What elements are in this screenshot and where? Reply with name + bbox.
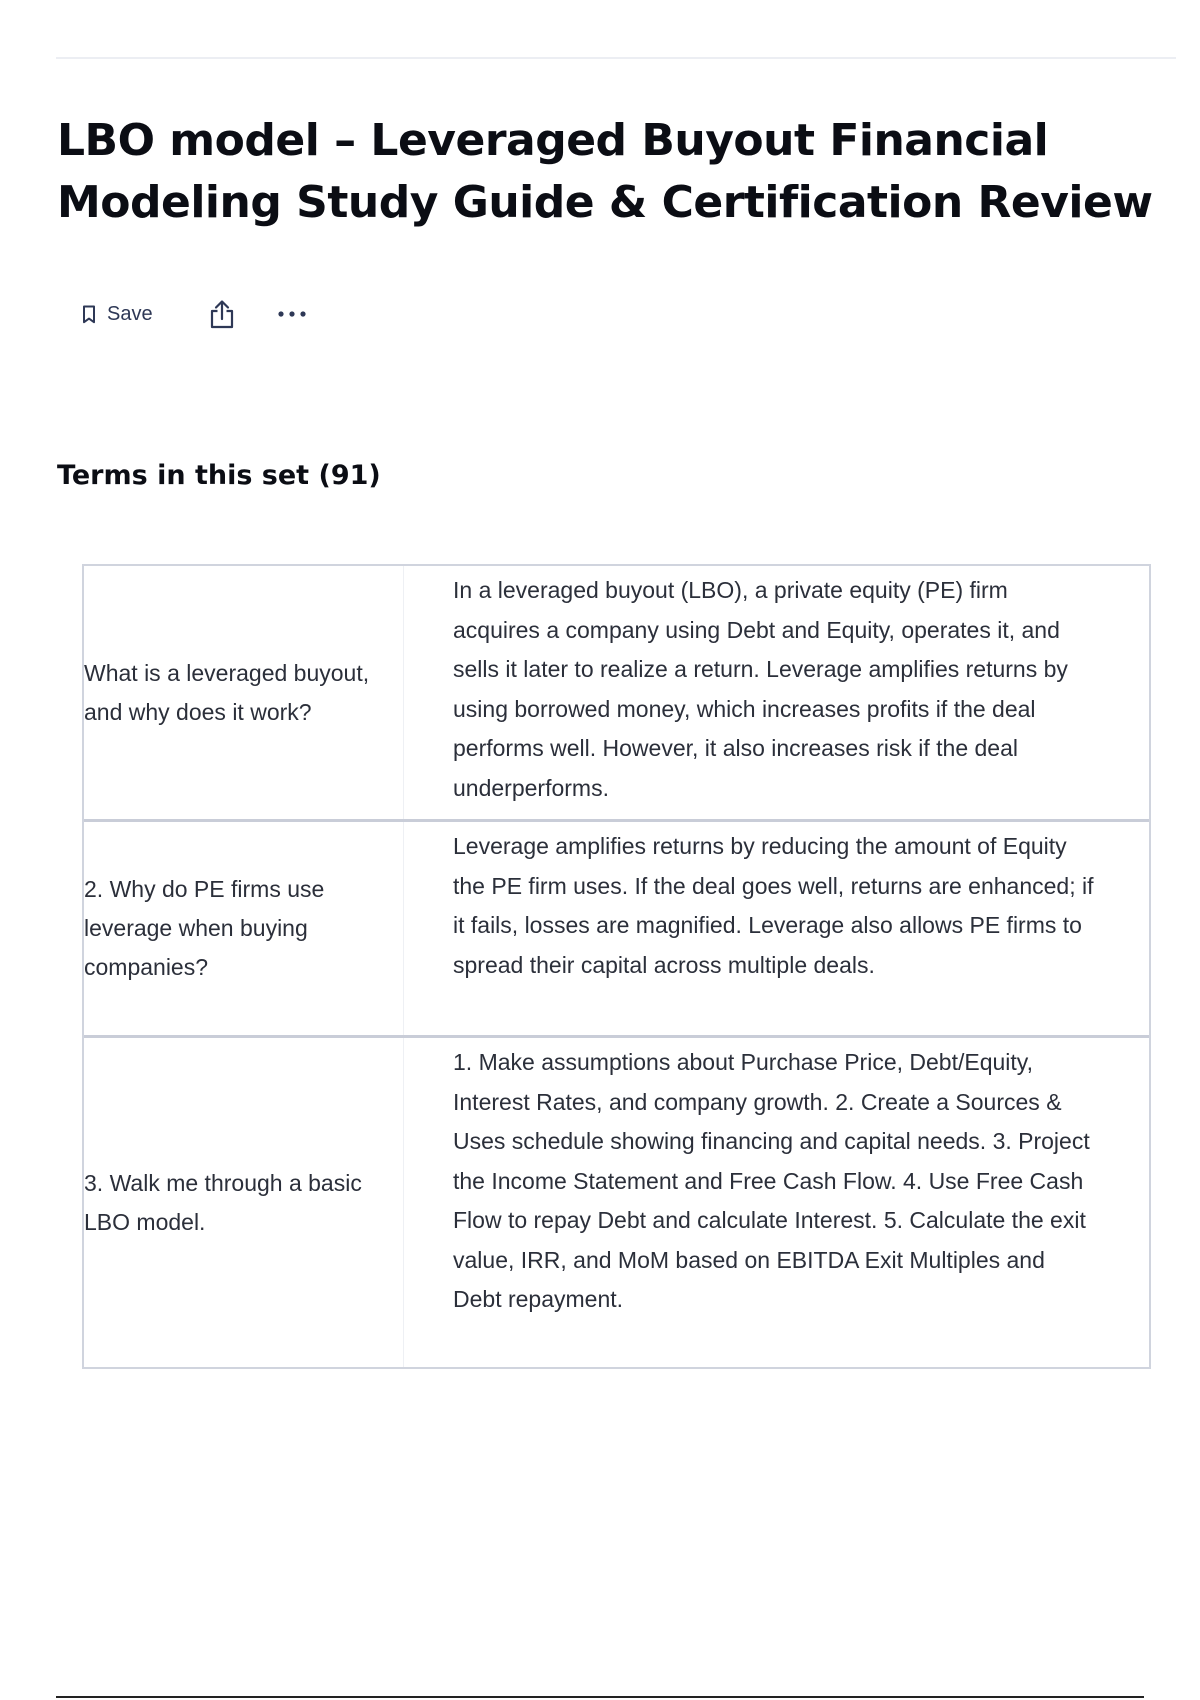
more-options-button[interactable] [277, 310, 307, 318]
action-bar [82, 297, 307, 331]
term-card[interactable] [84, 566, 1149, 819]
terms-heading: Terms in this set (91) [57, 460, 381, 491]
more-options-icon [277, 310, 307, 318]
term-text: What is a leveraged buyout, and why does it work? [84, 566, 404, 819]
terms-table [82, 564, 1151, 1369]
share-button[interactable] [209, 299, 235, 329]
save-label: Save [107, 302, 153, 325]
share-icon [209, 299, 235, 329]
definition-text: In a leveraged buyout (LBO), a private equity (PE) firm acquires a company using Debt and Equity, operates it, and sells it later to realize a return. Leverage amplifies returns by using borrowed money, which increases profits if the deal performs well. However, it also increases risk if the deal underperforms. [453, 577, 1068, 801]
term-card[interactable] [84, 819, 1149, 1035]
page-title: LBO model – Leveraged Buyout Financial Modeling Study Guide & Certification Review [57, 115, 1153, 228]
bottom-divider [56, 1696, 1144, 1698]
term-text: 2. Why do PE firms use leverage when buying companies? [84, 822, 404, 1035]
definition-text: Leverage amplifies returns by reducing the amount of Equity the PE firm uses. If the deal goes well, returns are enhanced; if it fails, losses are magnified. Leverage also allows PE firms to spread their capital across multiple deals. [453, 833, 1094, 978]
definition-text: 1. Make assumptions about Purchase Price, Debt/Equity, Interest Rates, and company growth. 2. Create a Sources & Uses schedule showing financing and capital needs. 3. Project the Income Statement and Free Cash Flow. 4. Use Free Cash Flow to repay Debt and calculate Interest. 5. Calculate the exit value, IRR, and MoM based on EBITDA Exit Multiples and Debt repayment. [453, 1049, 1090, 1312]
term-card[interactable] [84, 1035, 1149, 1367]
save-button[interactable] [82, 303, 153, 326]
top-divider [56, 57, 1176, 59]
bookmark-icon [82, 305, 96, 324]
term-text: 3. Walk me through a basic LBO model. [84, 1038, 404, 1367]
